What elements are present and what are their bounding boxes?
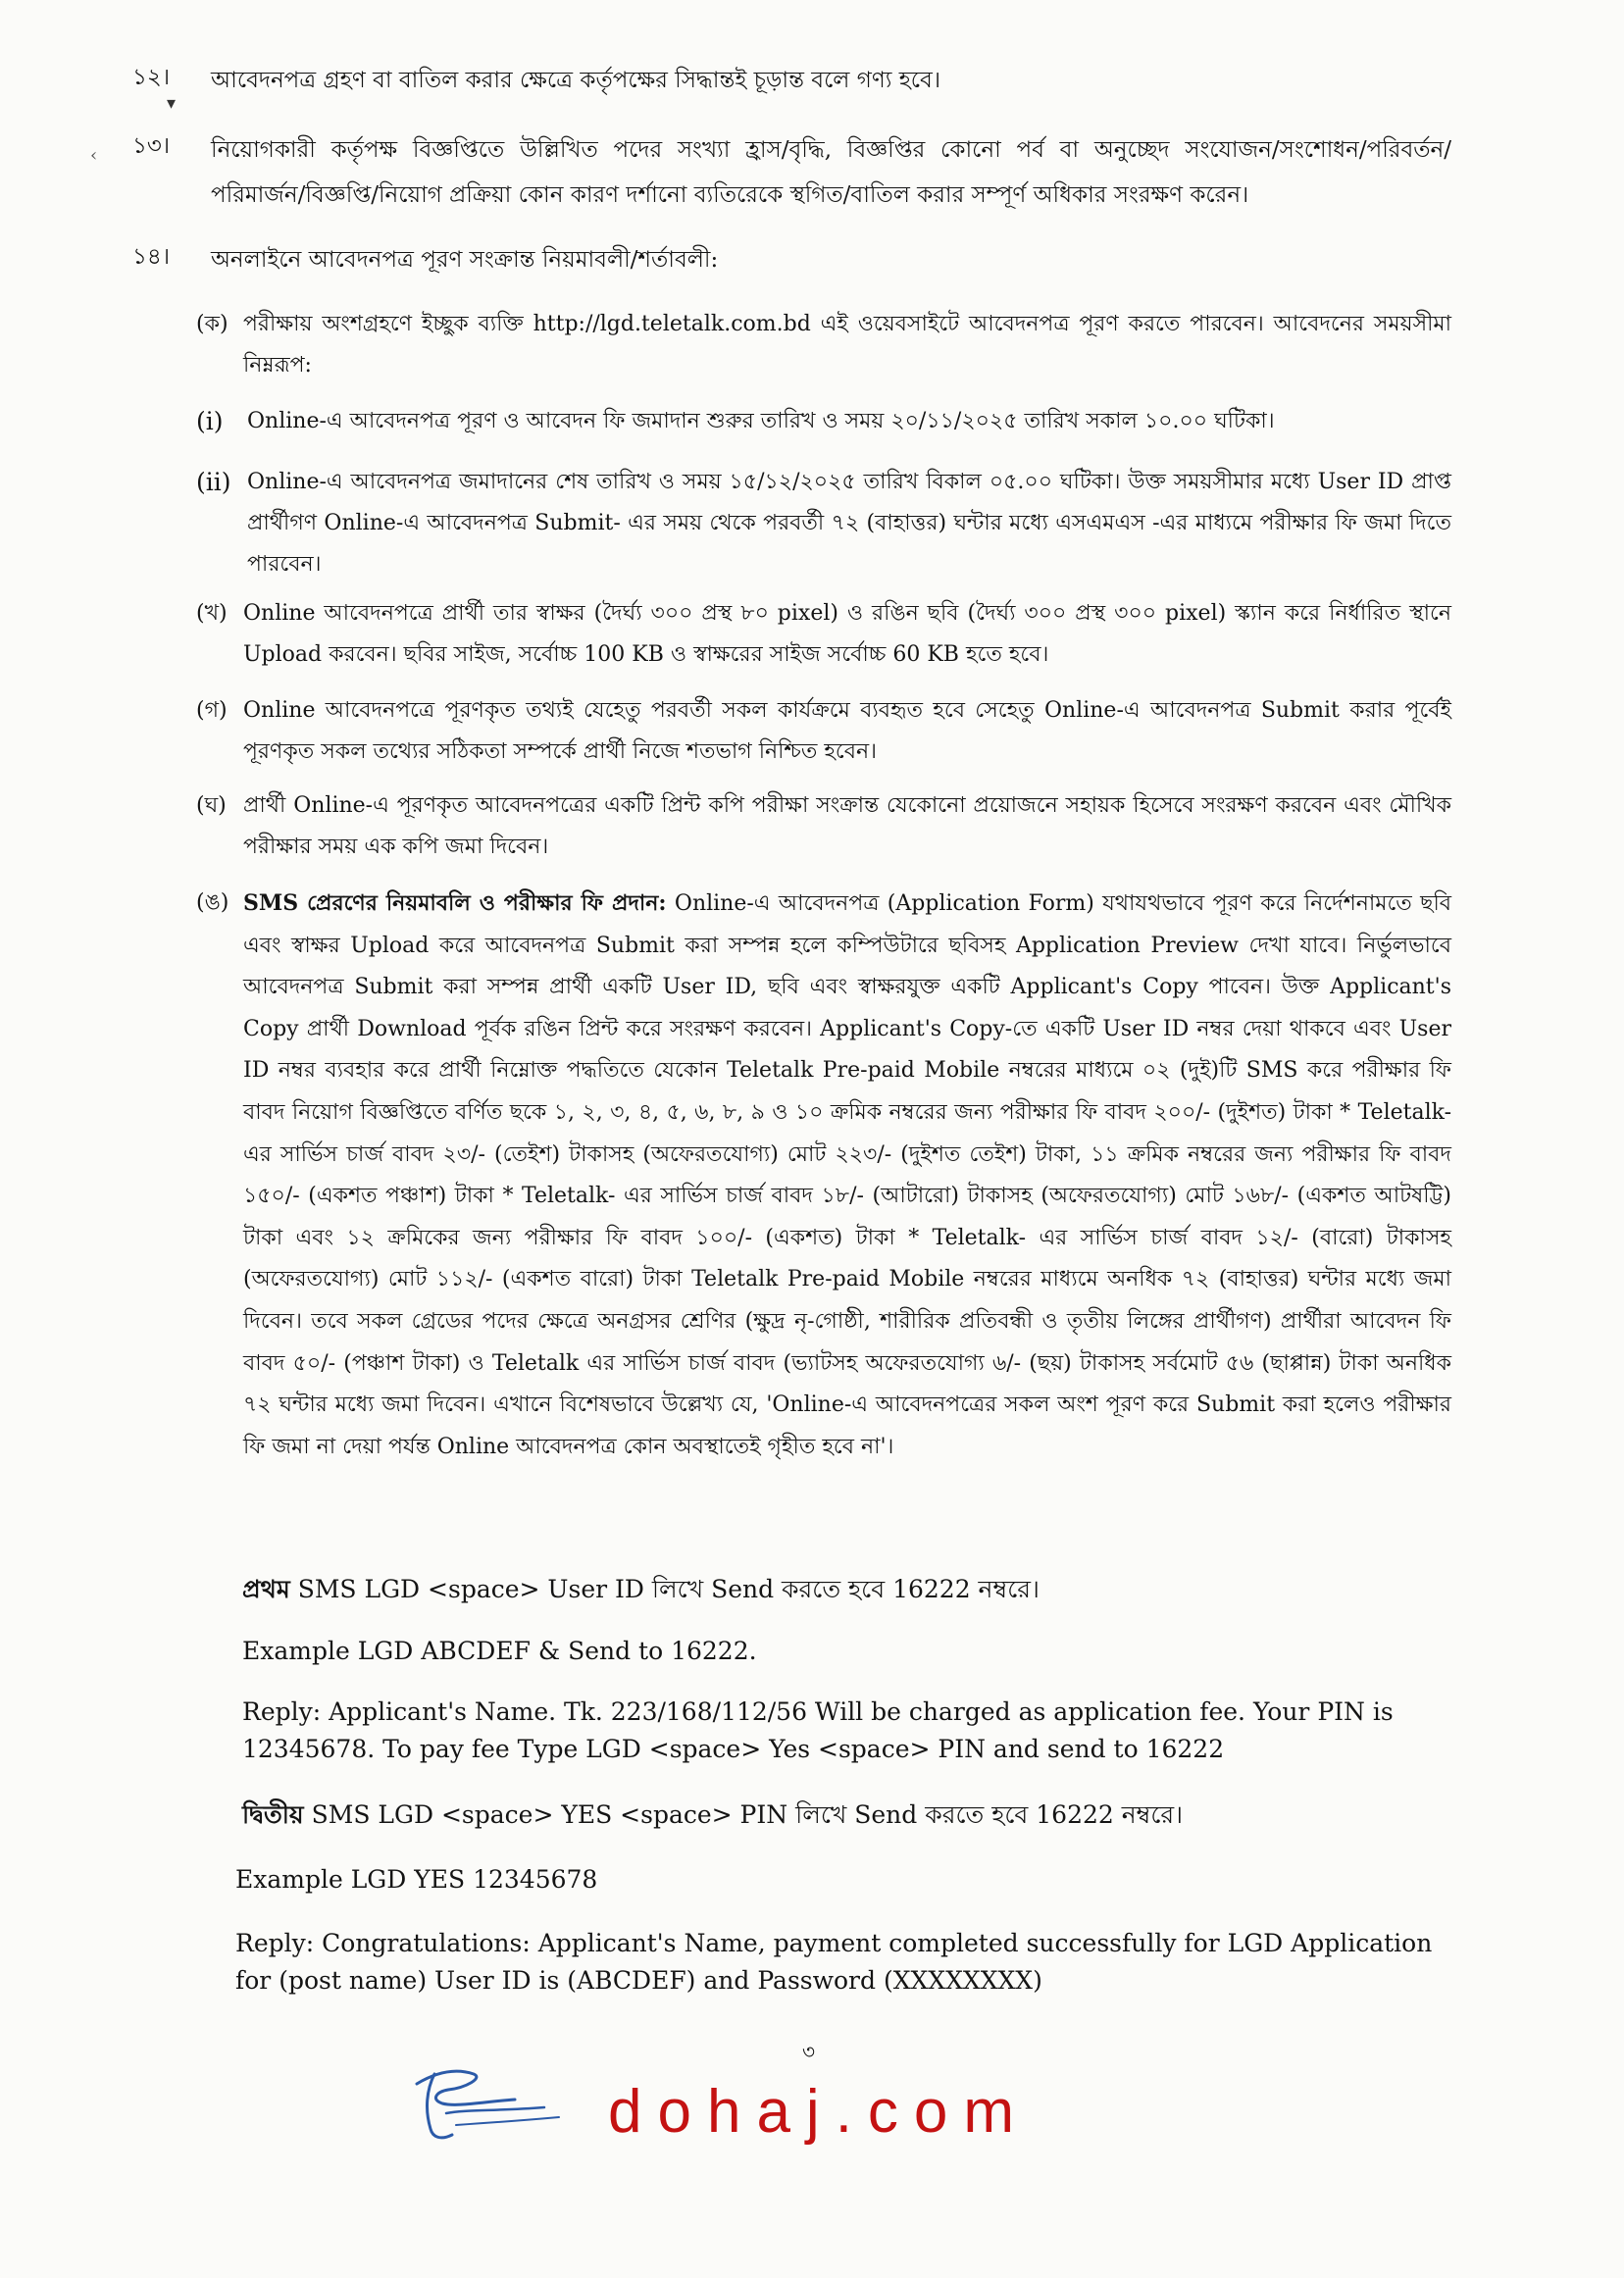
sms-reply-2: Reply: Congratulations: Applicant's Name, payment completed successfully for LGD Application for (post name) User ID is (ABCDEF) and Password (XXXXXXXX)	[235, 1929, 1433, 1995]
clause-text: নিয়োগকারী কর্তৃপক্ষ বিজ্ঞপ্তিতে উল্লিখিত পদের সংখ্যা হ্রাস/বৃদ্ধি, বিজ্ঞপ্তির কোনো পর্ব বা অনুচ্ছেদ সংযোজন/সংশোধন/পরিবর্তন/ পরিমার্জন/বিজ্ঞপ্তি/নিয়োগ প্রক্রিয়া কোন কারণ দর্শানো ব্যতিরেকে স্থগিত/বাতিল করার সম্পূর্ণ অধিকার সংরক্ষণ করেন।	[211, 137, 1451, 208]
clause-text: অনলাইনে আবেদনপত্র পূরণ সংক্রান্ত নিয়মাবলী/শর্তাবলী:	[211, 247, 719, 273]
signature-icon	[397, 2045, 574, 2152]
subclause-label: (ঙ)	[196, 890, 229, 915]
pen-mark: ▾	[167, 93, 177, 114]
clause-number: ১৪।	[132, 244, 171, 270]
subclause-label: (i)	[196, 407, 224, 435]
subclause-text: প্রার্থী Online-এ পূরণকৃত আবেদনপত্রের একটি প্রিন্ট কপি পরীক্ষা সংক্রান্ত যেকোনো প্রয়োজনে সহায়ক হিসেবে সংরক্ষণ করবেন এবং মৌখিক পরীক্ষার সময় এক কপি জমা দিবেন।	[243, 793, 1451, 859]
subclause-label: (গ)	[196, 698, 228, 723]
clause-text: আবেদনপত্র গ্রহণ বা বাতিল করার ক্ষেত্রে কর্তৃপক্ষের সিদ্ধান্তই চূড়ান্ত বলে গণ্য হবে।	[211, 68, 941, 93]
sms-step-label: দ্বিতীয়	[242, 1800, 304, 1829]
subclause-text: Online আবেদনপত্রে পূরণকৃত তথ্যই যেহেতু পরবর্তী সকল কার্যক্রমে ব্যবহৃত হবে সেহেতু Online-এ আবেদনপত্র Submit করার পূর্বেই পূরণকৃত সকল তথ্যের সঠিকতা সম্পর্কে প্রার্থী নিজে শতভাগ নিশ্চিত হবেন।	[243, 698, 1451, 764]
subclause-heading: SMS প্রেরণের নিয়মাবলি ও পরীক্ষার ফি প্রদান:	[243, 890, 667, 916]
sms-step-label: প্রথম	[242, 1575, 290, 1603]
subclause-label: (ক)	[196, 312, 228, 336]
sms-example-2: Example LGD YES 12345678	[235, 1865, 598, 1894]
sms-second-instruction	[242, 1797, 1453, 1834]
subclause-text	[243, 883, 1451, 1468]
sms-step-text: SMS LGD <space> YES <space> PIN লিখে Send করতে হবে 16222 নম্বরে।	[311, 1800, 1184, 1829]
sms-reply-1: Reply: Applicant's Name. Tk. 223/168/112/56 Will be charged as application fee. Your PIN is 12345678. To pay fee Type LGD <space> Yes <space> PIN and send to 16222	[242, 1697, 1394, 1763]
pen-mark: ‹	[90, 145, 98, 166]
sms-first-instruction	[242, 1571, 1453, 1608]
subclause-label: (খ)	[196, 601, 228, 626]
subclause-label: (ঘ)	[196, 793, 227, 818]
page-number: ৩	[802, 2040, 816, 2063]
subclause-text: পরীক্ষায় অংশগ্রহণে ইচ্ছুক ব্যক্তি http://lgd.teletalk.com.bd এই ওয়েবসাইটে আবেদনপত্র পূরণ করতে পারবেন। আবেদনের সময়সীমা নিম্নরূপ:	[243, 312, 1451, 378]
subclause-body: Online-এ আবেদনপত্র (Application Form) যথাযথভাবে পূরণ করে নির্দেশনামতে ছবি এবং স্বাক্ষর Upload করে আবেদনপত্র Submit করা সম্পন্ন হলে কম্পিউটারে ছবিসহ Application Preview দেখা যাবে। নির্ভুলভাবে আবেদনপত্র Submit করা সম্পন্ন প্রার্থী একটি User ID, ছবি এবং স্বাক্ষরযুক্ত একটি Applicant's Copy পাবেন। উক্ত Applicant's Copy প্রার্থী Download পূর্বক রঙিন প্রিন্ট করে সংরক্ষণ করবেন। Applicant's Copy-তে একটি User ID নম্বর দেয়া থাকবে এবং User ID নম্বর ব্যবহার করে প্রার্থী নিম্নোক্ত পদ্ধতিতে যেকোন Teletalk Pre-paid Mobile নম্বরের মাধ্যমে ০২ (দুই)টি SMS করে পরীক্ষার ফি বাবদ নিয়োগ বিজ্ঞপ্তিতে বর্ণিত ছকে ১, ২, ৩, ৪, ৫, ৬, ৮, ৯ ও ১০ ক্রমিক নম্বরের জন্য পরীক্ষার ফি বাবদ ২০০/- (দুইশত) টাকা * Teletalk- এর সার্ভিস চার্জ বাবদ ২৩/- (তেইশ) টাকাসহ (অফেরতযোগ্য) মোট ২২৩/- (দুইশত তেইশ) টাকা, ১১ ক্রমিক নম্বরের জন্য পরীক্ষার ফি বাবদ ১৫০/- (একশত পঞ্চাশ) টাকা * Teletalk- এর সার্ভিস চার্জ বাবদ ১৮/- (আটারো) টাকাসহ (অফেরতযোগ্য) মোট ১৬৮/- (একশত আটষট্টি) টাকা এবং ১২ ক্রমিকের জন্য পরীক্ষার ফি বাবদ ১০০/- (একশত) টাকা * Teletalk- এর সার্ভিস চার্জ বাবদ ১২/- (বারো) টাকাসহ (অফেরতযোগ্য) মোট ১১২/- (একশত বারো) টাকা Teletalk Pre-paid Mobile নম্বরের মাধ্যমে অনধিক ৭২ (বাহাত্তর) ঘন্টার মধ্যে জমা দিবেন। তবে সকল গ্রেডের পদের ক্ষেত্রে অনগ্রসর শ্রেণির (ক্ষুদ্র নৃ-গোষ্ঠী, শারীরিক প্রতিবন্ধী ও তৃতীয় লিঙ্গের প্রার্থীগণ) প্রার্থীরা আবেদন ফি বাবদ ৫০/- (পঞ্চাশ টাকা) ও Teletalk এর সার্ভিস চার্জ বাবদ (ভ্যাটসহ অফেরতযোগ্য ৬/- (ছয়) টাকাসহ সর্বমোট ৫৬ (ছাপ্পান্ন) টাকা অনধিক ৭২ ঘন্টার মধ্যে জমা দিবেন। এখানে বিশেষভাবে উল্লেখ্য যে, 'Online-এ আবেদনপত্রের সকল অংশ পূরণ করে Submit করা হলেও পরীক্ষার ফি জমা না দেয়া পর্যন্ত Online আবেদনপত্র কোন অবস্থাতেই গৃহীত হবে না'।	[243, 891, 1451, 1459]
clause-number: ১৩।	[132, 133, 171, 159]
watermark: dohaj.com	[608, 2078, 1031, 2146]
sms-example-1: Example LGD ABCDEF & Send to 16222.	[242, 1637, 757, 1665]
subclause-text: Online আবেদনপত্রে প্রার্থী তার স্বাক্ষর (দৈর্ঘ্য ৩০০ প্রস্থ ৮০ pixel) ও রঙিন ছবি (দৈর্ঘ্য ৩০০ প্রস্থ ৩০০ pixel) স্ক্যান করে নির্ধারিত স্থানে Upload করবেন। ছবির সাইজ, সর্বোচ্চ 100 KB ও স্বাক্ষরের সাইজ সর্বোচ্চ 60 KB হতে হবে।	[243, 601, 1451, 667]
subclause-text: Online-এ আবেদনপত্র পূরণ ও আবেদন ফি জমাদান শুরুর তারিখ ও সময় ২০/১১/২০২৫ তারিখ সকাল ১০.০০ ঘটিকা।	[247, 409, 1275, 433]
sms-step-text: SMS LGD <space> User ID লিখে Send করতে হবে 16222 নম্বরে।	[297, 1575, 1040, 1603]
clause-number: ১২।	[132, 65, 171, 90]
subclause-text: Online-এ আবেদনপত্র জমাদানের শেষ তারিখ ও সময় ১৫/১২/২০২৫ তারিখ বিকাল ০৫.০০ ঘটিকা। উক্ত সময়সীমার মধ্যে User ID প্রাপ্ত প্রার্থীগণ Online-এ আবেদনপত্র Submit- এর সময় থেকে পরবর্তী ৭২ (বাহাত্তর) ঘন্টার মধ্যে এসএমএস -এর মাধ্যমে পরীক্ষার ফি জমা দিতে পারবেন।	[247, 470, 1451, 577]
subclause-label: (ii)	[196, 468, 231, 496]
